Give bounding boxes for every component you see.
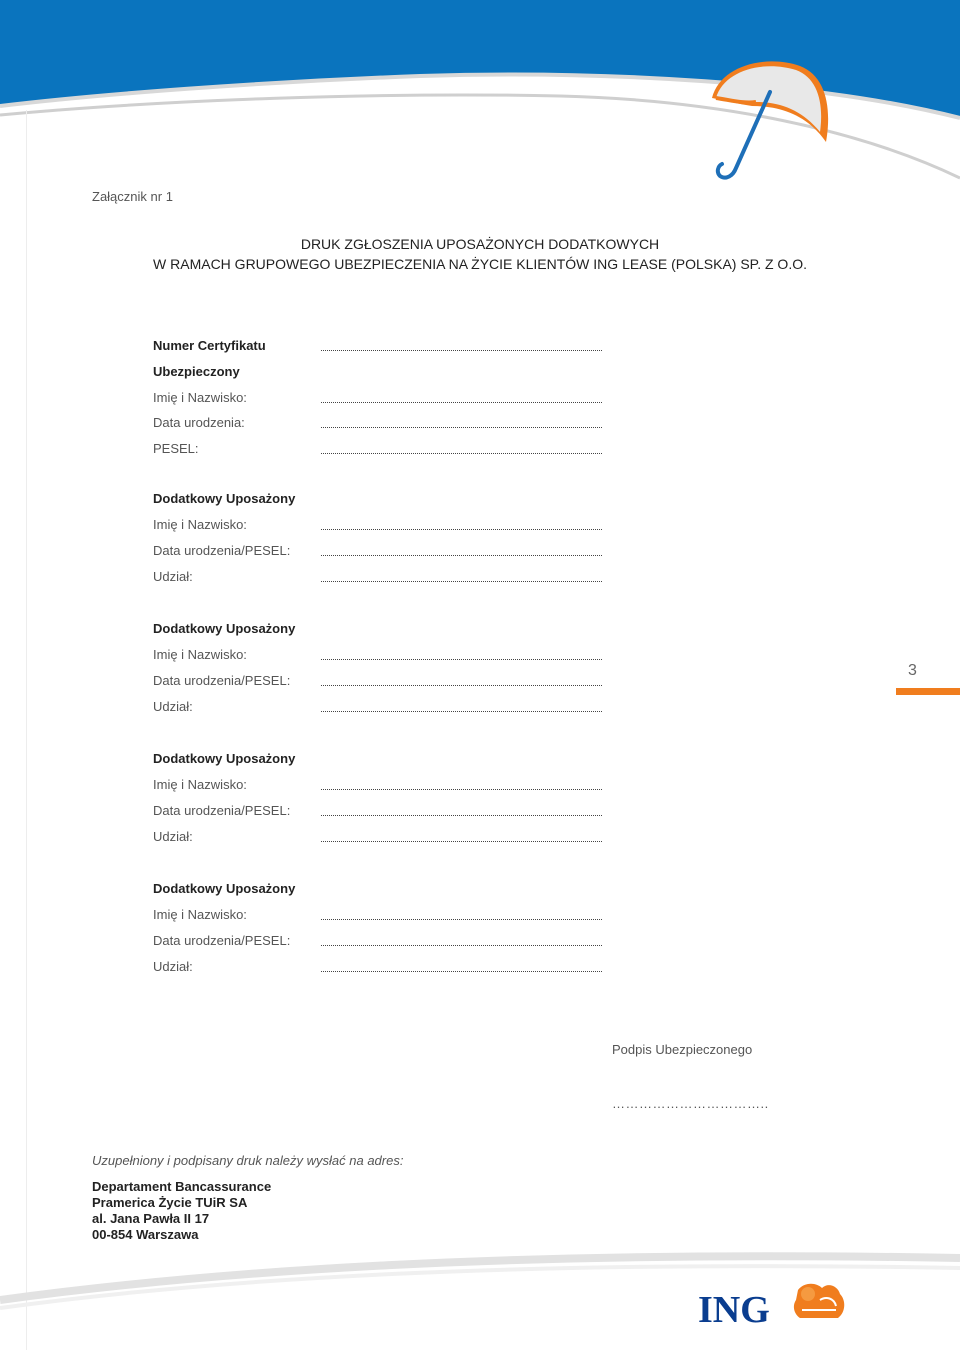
beneficiary-2-dob-field[interactable] (321, 685, 602, 686)
beneficiary-name-label: Imię i Nazwisko: (153, 907, 247, 922)
mailing-instruction: Uzupełniony i podpisany druk należy wysłać na adres: (92, 1153, 404, 1168)
insured-name-label: Imię i Nazwisko: (153, 390, 247, 405)
beneficiary-1-name-row (153, 517, 603, 537)
address-line-2: Pramerica Życie TUiR SA (92, 1195, 248, 1210)
beneficiary-share-label: Udział: (153, 959, 193, 974)
page-marker-bar (896, 688, 960, 695)
beneficiary-4-dob-row (153, 933, 603, 953)
address-line-4: 00-854 Warszawa (92, 1227, 199, 1242)
beneficiary-share-label: Udział: (153, 829, 193, 844)
certificate-label: Numer Certyfikatu (153, 338, 266, 353)
document-title-line1: DRUK ZGŁOSZENIA UPOSAŻONYCH DODATKOWYCH (300, 236, 660, 252)
insured-pesel-row (153, 441, 603, 461)
document-title-line2: W RAMACH GRUPOWEGO UBEZPIECZENIA NA ŻYCIE KLIENTÓW ING LEASE (POLSKA) SP. Z O.O. (153, 256, 807, 272)
beneficiary-3-dob-row (153, 803, 603, 823)
page-number: 3 (908, 662, 917, 679)
beneficiary-4-heading-row (153, 881, 603, 901)
logo-text: ING (698, 1289, 770, 1331)
insured-pesel-label: PESEL: (153, 441, 199, 456)
certificate-field[interactable] (321, 350, 602, 351)
beneficiary-name-label: Imię i Nazwisko: (153, 647, 247, 662)
insured-heading: Ubezpieczony (153, 364, 240, 379)
footer-decoration (0, 1230, 960, 1358)
beneficiary-3-heading-row (153, 751, 603, 771)
beneficiary-1-name-field[interactable] (321, 529, 602, 530)
signature-label: Podpis Ubezpieczonego (612, 1042, 753, 1057)
insured-name-field[interactable] (321, 402, 602, 403)
insured-dob-label: Data urodzenia: (153, 415, 245, 430)
beneficiary-dob-label: Data urodzenia/PESEL: (153, 543, 291, 558)
beneficiary-heading: Dodatkowy Uposażony (153, 491, 296, 506)
beneficiary-4-name-row (153, 907, 603, 927)
beneficiary-1-dob-field[interactable] (321, 555, 602, 556)
beneficiary-4-share-row (153, 959, 603, 979)
beneficiary-2-name-row (153, 647, 603, 667)
beneficiary-heading: Dodatkowy Uposażony (153, 751, 296, 766)
beneficiary-2-share-row (153, 699, 603, 719)
insured-dob-row (153, 415, 603, 435)
annex-label: Załącznik nr 1 (92, 189, 173, 204)
ing-logo (698, 1284, 844, 1331)
beneficiary-share-label: Udział: (153, 569, 193, 584)
beneficiary-dob-label: Data urodzenia/PESEL: (153, 803, 291, 818)
beneficiary-4-share-field[interactable] (321, 971, 602, 972)
lion-icon (794, 1284, 844, 1318)
beneficiary-1-dob-row (153, 543, 603, 563)
address-line-1: Departament Bancassurance (92, 1179, 272, 1194)
beneficiary-3-name-row (153, 777, 603, 797)
beneficiary-1-share-row (153, 569, 603, 589)
certificate-row (153, 338, 603, 358)
signature-field[interactable]: …………………………….. (612, 1096, 769, 1111)
beneficiary-1-share-field[interactable] (321, 581, 602, 582)
beneficiary-heading: Dodatkowy Uposażony (153, 621, 296, 636)
beneficiary-3-dob-field[interactable] (321, 815, 602, 816)
address-line-3: al. Jana Pawła II 17 (92, 1211, 210, 1226)
beneficiary-4-dob-field[interactable] (321, 945, 602, 946)
beneficiary-heading: Dodatkowy Uposażony (153, 881, 296, 896)
beneficiary-dob-label: Data urodzenia/PESEL: (153, 933, 291, 948)
beneficiary-2-dob-row (153, 673, 603, 693)
left-rule (26, 110, 27, 1350)
beneficiary-2-heading-row (153, 621, 603, 641)
insured-pesel-field[interactable] (321, 453, 602, 454)
beneficiary-3-share-row (153, 829, 603, 849)
insured-dob-field[interactable] (321, 427, 602, 428)
beneficiary-2-name-field[interactable] (321, 659, 602, 660)
insured-heading-row (153, 364, 603, 384)
beneficiary-4-name-field[interactable] (321, 919, 602, 920)
beneficiary-1-heading-row (153, 491, 603, 511)
beneficiary-3-share-field[interactable] (321, 841, 602, 842)
header-banner (0, 0, 960, 190)
beneficiary-share-label: Udział: (153, 699, 193, 714)
beneficiary-dob-label: Data urodzenia/PESEL: (153, 673, 291, 688)
beneficiary-2-share-field[interactable] (321, 711, 602, 712)
beneficiary-3-name-field[interactable] (321, 789, 602, 790)
beneficiary-name-label: Imię i Nazwisko: (153, 517, 247, 532)
beneficiary-name-label: Imię i Nazwisko: (153, 777, 247, 792)
insured-name-row (153, 390, 603, 410)
